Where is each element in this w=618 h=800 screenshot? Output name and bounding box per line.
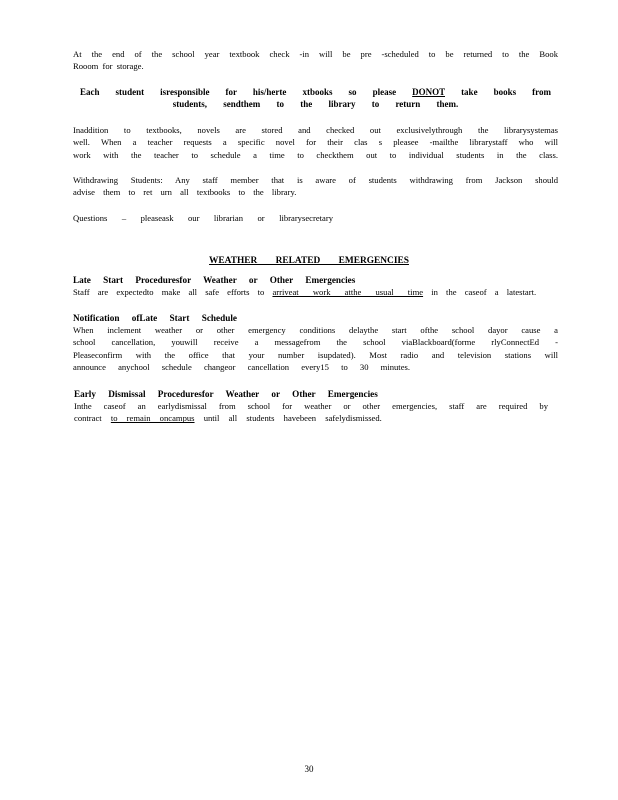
text-line: Withdrawing Students: Any staff member that is aware of students withdrawing from Jackson should <box>73 175 558 185</box>
text-line <box>74 412 548 424</box>
text-line <box>73 286 558 298</box>
text-line: Pleaseconfirm with the office that your number isupdated). Most radio and television stations will <box>73 349 558 360</box>
section-heading-weather <box>0 256 618 266</box>
text-line: Questions – pleaseask our librarian or librarysecretary <box>73 213 333 223</box>
text-line <box>80 86 551 98</box>
section-late-start <box>73 274 558 298</box>
paragraph-withdrawing <box>73 174 558 199</box>
section-early-dismissal <box>74 388 548 425</box>
underlined-text: arriveat work atthe usual time <box>272 287 424 297</box>
page-number: 30 <box>304 764 314 774</box>
subheading: Late Start Proceduresfor Weather or Other Emergencies <box>73 275 356 285</box>
text-line: well. When a teacher requests a specific novel for their clas s pleasee -mailthe librarystaff who will <box>73 137 558 148</box>
heading-text: WEATHER RELATED EMERGENCIES <box>209 256 409 266</box>
text-span: until all students havebeen safelydismissed. <box>203 413 382 424</box>
text-line: advise them to ret urn all textbooks to the library. <box>73 187 297 198</box>
text-span: take books from <box>461 87 552 97</box>
text-span: contract <box>74 413 102 424</box>
subheading: Notification ofLate Start Schedule <box>73 313 237 323</box>
text-line: Rooom for storage. <box>73 61 144 72</box>
text-line: announce anychool schedule changeor cancellation every15 to 30 minutes. <box>73 362 411 373</box>
underlined-text: DONOT <box>412 87 445 97</box>
text-span: Each student isresponsible for his/herte xtbooks so please <box>80 87 397 97</box>
text-line: students, sendthem to the library to return them. <box>172 99 459 110</box>
paragraph-novels <box>73 124 558 161</box>
paragraph-student-responsibility <box>80 86 551 111</box>
text-line: school cancellation, youwill receive a messagefrom the school viaBlackboard(forme rlyConnectEd - <box>73 337 558 348</box>
text-span: in the caseof a latestart. <box>431 287 537 297</box>
text-line: work with the teacher to schedule a time to checkthem out to individual students in the class. <box>73 149 558 160</box>
section-notification <box>73 312 558 374</box>
paragraph-textbook-checkin <box>73 48 558 73</box>
text-span: Staff are expectedto make all safe efforts to <box>73 287 265 297</box>
underlined-text: to remain oncampus <box>110 413 195 424</box>
text-line: At the end of the school year textbook check -in will be pre -scheduled to be returned to the Book <box>73 49 558 59</box>
subheading: Early Dismissal Proceduresfor Weather or Other Emergencies <box>74 389 378 399</box>
text-line: When inclement weather or other emergency conditions delaythe start ofthe school dayor cause a <box>73 325 558 335</box>
paragraph-questions <box>73 212 333 224</box>
text-line: Inthe caseof an earlydismissal from school for weather or other emergencies, staff are required by <box>74 401 548 411</box>
text-line: Inaddition to textbooks, novels are stored and checked out exclusivelythrough the librarysystemas <box>73 125 558 135</box>
